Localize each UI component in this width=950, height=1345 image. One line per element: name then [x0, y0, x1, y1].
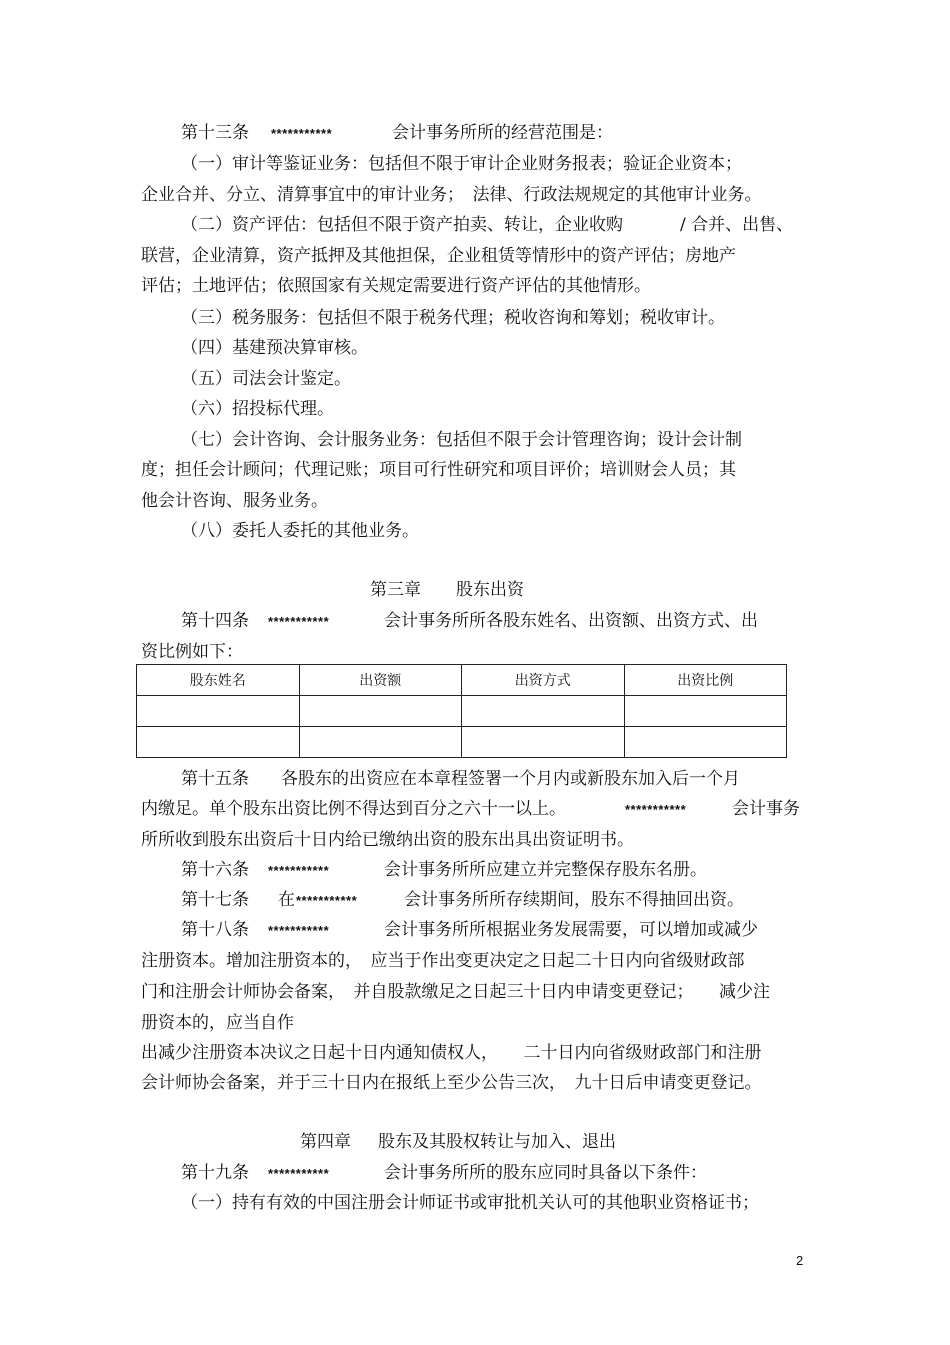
paragraph-line: 会计师协会备案，并于三十日内在报纸上至少公告三次， 九十日后申请变更登记。	[141, 1073, 762, 1093]
article-18-label: 第十八条	[181, 920, 249, 940]
column-header-amount: 出资额	[299, 665, 462, 696]
paragraph-line: 度；担任会计顾问；代理记账；项目可行性研究和项目评价；培训财会人员；其	[141, 460, 736, 480]
paragraph-line: 出减少注册资本决议之日起十日内通知债权人， 二十日内向省级财政部门和注册	[141, 1043, 762, 1063]
redacted-name: ***********	[268, 863, 330, 878]
paragraph-line: （六）招投标代理。	[181, 399, 334, 419]
table-cell	[462, 696, 625, 727]
table-header-row	[137, 665, 787, 696]
chapter-3-title: 股东出资	[456, 580, 524, 600]
page-number: 2	[796, 1253, 804, 1268]
paragraph-line: 内缴足。单个股东出资比例不得达到百分之六十一以上。	[141, 799, 566, 819]
paragraph-line: （一）审计等鉴证业务：包括但不限于审计企业财务报表；验证企业资本；	[181, 154, 742, 174]
column-header-method: 出资方式	[462, 665, 625, 696]
table-cell	[299, 696, 462, 727]
article-14-label: 第十四条	[181, 611, 249, 631]
paragraph-line: 册资本的，应当自作	[141, 1013, 294, 1033]
column-header-ratio: 出资比例	[624, 665, 787, 696]
table-cell	[137, 696, 300, 727]
redacted-name: ***********	[268, 1166, 330, 1181]
table-cell	[299, 727, 462, 758]
article-15-label: 第十五条	[181, 769, 249, 789]
table-cell	[624, 696, 787, 727]
paragraph-line: 会计事务所所的股东应同时具备以下条件：	[384, 1163, 707, 1183]
capital-table	[136, 664, 787, 758]
paragraph-line: 评估；土地评估；依照国家有关规定需要进行资产评估的其他情形。	[141, 276, 651, 296]
paragraph-line: （二）资产评估：包括但不限于资产拍卖、转让，企业收购	[181, 215, 623, 235]
paragraph-line: （七）会计咨询、会计服务业务：包括但不限于会计管理咨询；设计会计制	[181, 430, 742, 450]
column-header-name: 股东姓名	[137, 665, 300, 696]
redacted-name: ***********	[625, 802, 687, 817]
article-14-text: 会计事务所所各股东姓名、出资额、出资方式、出	[384, 611, 758, 631]
article-13-text: 会计事务所所的经营范围是：	[392, 123, 613, 143]
paragraph-line: 会计事务所所根据业务发展需要，可以增加或减少	[384, 920, 758, 940]
table-cell	[137, 727, 300, 758]
paragraph-line: 会计事务	[732, 799, 800, 819]
redacted-name: ***********	[268, 923, 330, 938]
paragraph-line: 各股东的出资应在本章程签署一个月内或新股东加入后一个月	[281, 769, 740, 789]
article-19-label: 第十九条	[181, 1163, 249, 1183]
paragraph-line: （四）基建预决算审核。	[181, 338, 368, 358]
article-13-label: 第十三条	[181, 123, 249, 143]
paragraph-line: 在	[278, 890, 295, 910]
paragraph-line: （五）司法会计鉴定。	[181, 369, 351, 389]
paragraph-line: 联营，企业清算，资产抵押及其他担保，企业租赁等情形中的资产评估；房地产	[141, 246, 736, 266]
table-row	[137, 727, 787, 758]
article-16-label: 第十六条	[181, 860, 249, 880]
paragraph-line: 会计事务所所应建立并完整保存股东名册。	[384, 860, 707, 880]
table-row	[137, 696, 787, 727]
article-17-label: 第十七条	[181, 890, 249, 910]
chapter-4-title: 股东及其股权转让与加入、退出	[378, 1132, 616, 1152]
paragraph-line: 门和注册会计师协会备案， 并自股款缴足之日起三十日内申请变更登记； 减少注	[141, 982, 770, 1002]
paragraph-line: 所所收到股东出资后十日内给已缴纳出资的股东出具出资证明书。	[141, 830, 634, 850]
redacted-name: ***********	[271, 126, 333, 141]
paragraph-line: （八）委托人委托的其他业务。	[181, 521, 419, 541]
redacted-name: ***********	[296, 893, 358, 908]
paragraph-line: 注册资本。增加注册资本的， 应当于作出变更决定之日起二十日内向省级财政部	[141, 951, 745, 971]
paragraph-line: （三）税务服务：包括但不限于税务代理；税收咨询和筹划；税收审计。	[181, 308, 725, 328]
paragraph-line: 企业合并、分立、清算事宜中的审计业务； 法律、行政法规规定的其他审计业务。	[141, 185, 762, 205]
paragraph-line: 他会计咨询、服务业务。	[141, 491, 328, 511]
table-cell	[624, 727, 787, 758]
paragraph-line: / 合并、出售、	[680, 215, 794, 235]
table-cell	[462, 727, 625, 758]
paragraph-line: 资比例如下：	[141, 642, 243, 662]
paragraph-line: 会计事务所所存续期间，股东不得抽回出资。	[404, 890, 744, 910]
paragraph-line: （一）持有有效的中国注册会计师证书或审批机关认可的其他职业资格证书；	[181, 1193, 759, 1213]
redacted-name: ***********	[268, 614, 330, 629]
chapter-3-number: 第三章	[370, 580, 421, 600]
chapter-4-number: 第四章	[300, 1132, 351, 1152]
